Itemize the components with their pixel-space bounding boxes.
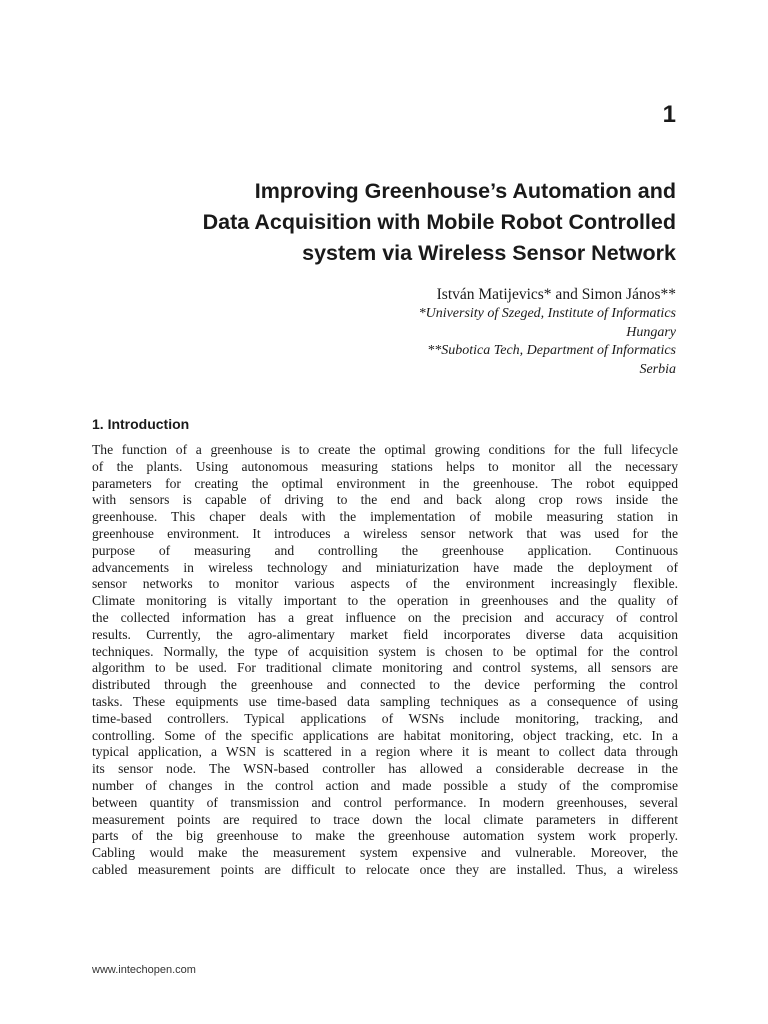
- paragraph-line: measurement points are required to trace down the local climate parameters in different: [92, 811, 678, 827]
- affiliation-line: *University of Szeged, Institute of Informatics: [418, 306, 676, 321]
- paragraph-line: controlling. Some of the specific applications are habitat monitoring, object tracking, etc. In a: [92, 727, 678, 743]
- paragraph-line: with sensors is capable of driving to the end and back along crop rows inside the: [92, 492, 678, 508]
- footer-url: www.intechopen.com: [92, 964, 196, 976]
- chapter-title: [76, 176, 676, 269]
- paragraph-line: results. Currently, the agro-alimentary market field incorporates diverse data acquisition: [92, 626, 678, 642]
- paragraph-line: sensor networks to monitor various aspects of the environment increasingly flexible.: [92, 576, 678, 592]
- paragraph-line: algorithm to be used. For traditional climate monitoring and control systems, all sensors are: [92, 660, 678, 676]
- author-names: István Matijevics* and Simon János**: [436, 286, 676, 303]
- paragraph-line: greenhouse. This chaper deals with the implementation of mobile measuring station in: [92, 509, 678, 525]
- paragraph-line: distributed through the greenhouse and connected to the device performing the control: [92, 677, 678, 693]
- paragraph-line: advancements in wireless technology and miniaturization have made the deployment of: [92, 559, 678, 575]
- paragraph-line: the collected information has a great influence on the precision and accuracy of control: [92, 609, 678, 625]
- paragraph-line: purpose of measuring and controlling the greenhouse application. Continuous: [92, 542, 678, 558]
- author-block: [256, 285, 676, 379]
- paragraph-line: parameters for creating the optimal environment in the greenhouse. The robot equipped: [92, 475, 678, 491]
- paragraph-line: time-based controllers. Typical applications of WSNs include monitoring, tracking, and: [92, 710, 678, 726]
- affiliation-line: **Subotica Tech, Department of Informatics: [427, 343, 676, 358]
- chapter-title-line: Data Acquisition with Mobile Robot Controlled: [202, 210, 676, 234]
- paragraph-line: between quantity of transmission and control performance. In modern greenhouses, several: [92, 794, 678, 810]
- paragraph-line: tasks. These equipments use time-based data sampling techniques as a consequence of using: [92, 693, 678, 709]
- paragraph-line: greenhouse environment. It introduces a wireless sensor network that was used for the: [92, 525, 678, 541]
- chapter-number: 1: [662, 101, 676, 128]
- chapter-title-line: Improving Greenhouse’s Automation and: [254, 179, 676, 203]
- paragraph-line: The function of a greenhouse is to create the optimal growing conditions for the full lifecycle: [92, 442, 678, 457]
- paragraph-line: typical application, a WSN is scattered in a region where it is meant to collect data through: [92, 744, 678, 760]
- paragraph-line: number of changes in the control action and made possible a study of the compromise: [92, 777, 678, 793]
- affiliation-line: Hungary: [626, 324, 676, 340]
- paragraph-line: parts of the big greenhouse to make the greenhouse automation system work properly.: [92, 828, 678, 844]
- paragraph-line: cabled measurement points are difficult to relocate once they are installed. Thus, a wireless: [92, 861, 678, 877]
- affiliation-line: Serbia: [639, 361, 676, 377]
- chapter-title-line: system via Wireless Sensor Network: [302, 241, 676, 265]
- paragraph-line: Climate monitoring is vitally important to the operation in greenhouses and the quality of: [92, 593, 678, 609]
- paragraph-line: of the plants. Using autonomous measuring stations helps to monitor all the necessary: [92, 458, 678, 474]
- section-heading: 1. Introduction: [92, 416, 190, 432]
- paragraph-line: Cabling would make the measurement system expensive and vulnerable. Moreover, the: [92, 845, 678, 861]
- paragraph-line: its sensor node. The WSN-based controller has allowed a considerable decrease in the: [92, 761, 678, 777]
- paragraph-line: techniques. Normally, the type of acquisition system is chosen to be optimal for the control: [92, 643, 678, 659]
- body-paragraph: [92, 442, 678, 879]
